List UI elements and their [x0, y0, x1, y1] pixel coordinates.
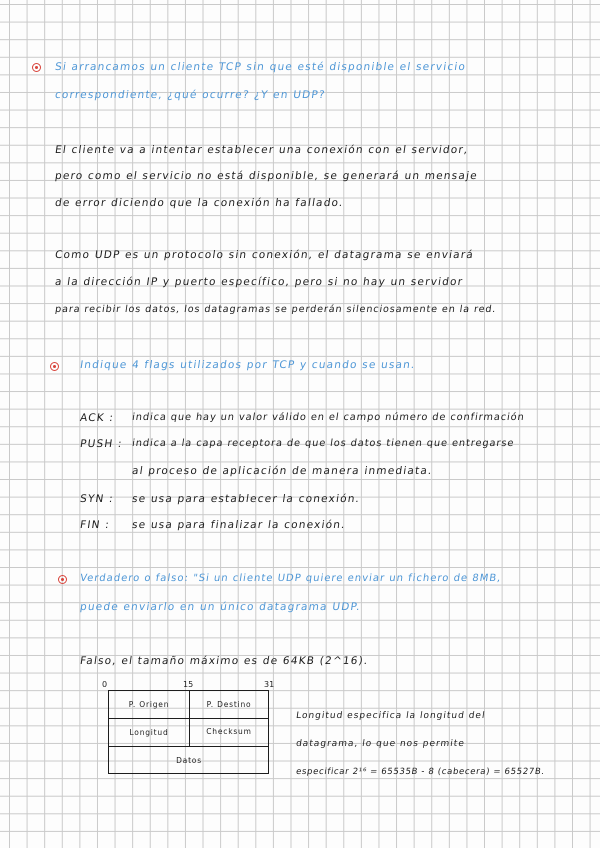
q3-question-line-2: puede enviarlo en un único datagrama UDP. — [79, 601, 362, 613]
bit-label-31: 31 — [264, 680, 275, 689]
q1-answer-tcp-line-3: de error diciendo que la conexión ha fallado. — [54, 197, 345, 209]
q3-answer: Falso, el tamaño máximo es de 64KB (2^16). — [79, 655, 370, 667]
q1-question-line-2: correspondiente, ¿qué ocurre? ¿Y en UDP? — [54, 89, 327, 101]
cell-data: Datos — [176, 756, 202, 765]
q1-answer-tcp-line-2: pero como el servicio no está disponible, se generará un mensaje — [54, 170, 479, 182]
flag-ack-name: ACK : — [79, 412, 115, 424]
q2-question: Indique 4 flags utilizados por TCP y cuando se usan. — [79, 359, 417, 371]
bit-label-15: 15 — [183, 680, 194, 689]
q3-explanation-line-2: datagrama, lo que nos permite — [295, 739, 466, 749]
q1-answer-udp-line-3: para recibir los datos, los datagramas se perderán silenciosamente en la red. — [54, 304, 498, 315]
question-marker-3 — [58, 575, 67, 584]
flag-fin-desc: se usa para finalizar la conexión. — [131, 519, 347, 531]
flag-push-desc-cont: al proceso de aplicación de manera inmediata. — [131, 465, 434, 477]
flag-push-name: PUSH : — [79, 438, 124, 450]
q1-answer-tcp-line-1: El cliente va a intentar establecer una conexión con el servidor, — [54, 144, 470, 156]
diagram-row-divider-2 — [109, 746, 268, 747]
flag-push-desc: indica a la capa receptora de que los datos tienen que entregarse — [131, 438, 516, 449]
q3-explanation-line-3: especificar 2¹⁶ = 65535B - 8 (cabecera) = 65527B. — [295, 767, 546, 777]
cell-destination-port: P. Destino — [206, 700, 252, 709]
q1-question-line-1: Si arrancamos un cliente TCP sin que esté disponible el servicio — [54, 61, 467, 73]
flag-fin-name: FIN : — [79, 519, 111, 531]
bit-label-0: 0 — [102, 680, 108, 689]
cell-length: Longitud — [129, 728, 169, 737]
flag-syn-desc: se usa para establecer la conexión. — [131, 493, 361, 505]
q1-answer-udp-line-2: a la dirección IP y puerto específico, pero si no hay un servidor — [54, 276, 465, 288]
flag-syn-name: SYN : — [79, 493, 115, 505]
cell-checksum: Checksum — [206, 727, 252, 736]
flag-ack-desc: indica que hay un valor válido en el campo número de confirmación — [131, 412, 526, 423]
question-marker-1 — [32, 63, 41, 72]
cell-source-port: P. Origen — [128, 700, 170, 709]
q1-answer-udp-line-1: Como UDP es un protocolo sin conexión, el datagrama se enviará — [54, 249, 475, 261]
udp-header-diagram — [108, 690, 269, 774]
q3-question-line-1: Verdadero o falso: "Si un cliente UDP quiere enviar un fichero de 8MB, — [79, 573, 503, 584]
q3-explanation-line-1: Longitud especifica la longitud del — [295, 711, 487, 721]
question-marker-2 — [50, 362, 59, 371]
